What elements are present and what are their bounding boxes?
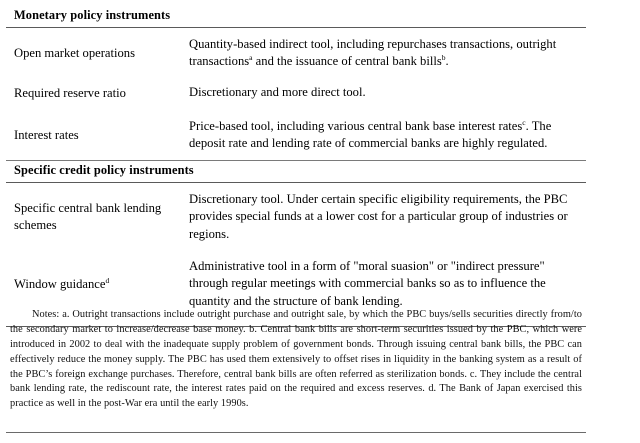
section-header-monetary-policy: Monetary policy instruments — [14, 8, 171, 22]
row-label-window-guidance — [6, 276, 189, 293]
row-description-interest-rates — [189, 118, 586, 153]
table-row — [6, 79, 586, 108]
policy-instruments-table — [6, 6, 586, 327]
footnote-marker-d: d — [105, 275, 110, 285]
desc-text: Price-based tool, including various central bank base interest rates — [189, 118, 523, 133]
row-label-text: Window guidance — [14, 276, 106, 291]
table-row — [6, 183, 586, 250]
section-header-specific-credit-policy: Specific credit policy instruments — [14, 163, 194, 178]
footnote-marker-c: c — [522, 117, 526, 127]
row-description-window-guidance: Administrative tool in a form of "moral suasion" or "indirect pressure" through regular meetings with commercial banks so as to influence the quantity and the structure of bank lending. — [189, 259, 546, 308]
table-row — [6, 28, 586, 80]
rule-bottom-closing — [6, 432, 586, 433]
row-label-specific-central-bank-lending-schemes: Specific central bank lending schemes — [14, 201, 162, 232]
footnote-marker-b: b — [441, 52, 446, 62]
footnote-marker-a: a — [249, 52, 253, 62]
row-description-required-reserve-ratio: Discretionary and more direct tool. — [189, 85, 366, 100]
row-description-specific-central-bank-lending-schemes: Discretionary tool. Under certain specific eligibility requirements, the PBC provides special funds at a lower cost for a particular group of industries or regions. — [189, 191, 568, 241]
row-label-open-market-operations: Open market operations — [14, 45, 135, 60]
row-label-required-reserve-ratio: Required reserve ratio — [14, 85, 126, 100]
desc-text-cont: . The deposit rate and lending rate of commercial banks are highly regulated. — [189, 118, 552, 150]
row-description-open-market-operations — [189, 36, 586, 71]
desc-text-end: . — [445, 53, 449, 68]
desc-text: Quantity-based indirect tool, including repurchases transactions, outright transactions — [189, 36, 557, 68]
row-label-interest-rates: Interest rates — [14, 127, 79, 142]
desc-text-cont: and the issuance of central bank bills — [252, 53, 442, 68]
table-notes: Notes: a. Outright transactions include outright purchase and outright sale, by which the PBC buys/sells securities directly from/to the secondary market to increase/decrease base money. b. Central bank bills are short-term securities issued by the PBC, which were introduced in 2002 to deal with the inadequate supply problem of government bonds. Through issuing central bank bills, the PBC can effectively reduce the money supply. The PBC has used them extensively to offset rises in liquidity in the banking system as a result of the PBC’s foreign exchange purchases. Therefore, central bank bills are often referred as sterilization bonds. c. They include the central bank lending rate, the rediscount rate, the interest rates paid on the required and excess reserves. d. The Bank of Japan exercised this practice as well in the post-War era until the early 1990s. — [10, 309, 582, 410]
table-row — [6, 109, 586, 161]
